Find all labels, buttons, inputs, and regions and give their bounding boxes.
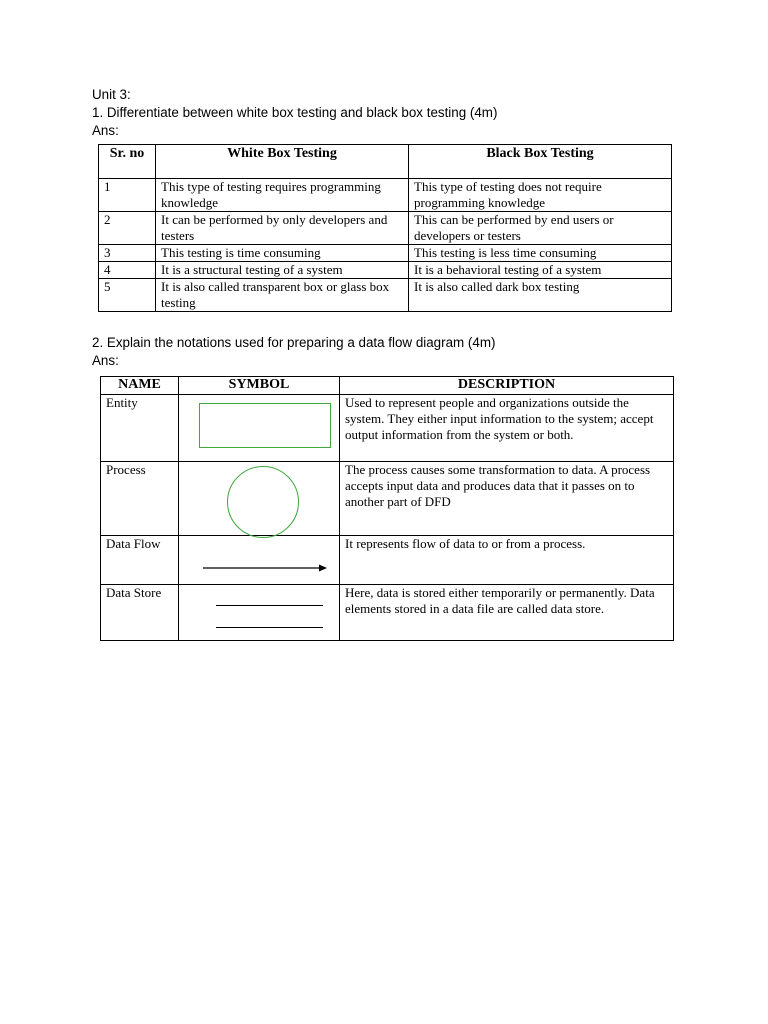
question-2: 2. Explain the notations used for preparing a data flow diagram (4m) — [92, 335, 496, 350]
header-sr-no: Sr. no — [99, 145, 156, 179]
cell-description: Used to represent people and organizations outside the system. They either input information to the system; accept output information from the system or both. — [340, 395, 674, 462]
arrow-right-icon — [203, 563, 327, 573]
cell-white-box: This testing is time consuming — [156, 245, 409, 262]
cell-sr: 2 — [99, 212, 156, 245]
cell-name: Entity — [101, 395, 179, 462]
table-row — [101, 536, 674, 585]
table-row — [99, 212, 672, 245]
cell-symbol — [179, 395, 340, 462]
comparison-table — [98, 144, 672, 312]
cell-white-box: It can be performed by only developers and testers — [156, 212, 409, 245]
table-header-row — [99, 145, 672, 179]
question-1: 1. Differentiate between white box testing and black box testing (4m) — [92, 105, 498, 120]
cell-description: The process causes some transformation to data. A process accepts input data and produces data that it passes on to another part of DFD — [340, 462, 674, 536]
table-row — [99, 245, 672, 262]
parallel-lines-icon — [216, 605, 323, 606]
cell-white-box: It is also called transparent box or glass box testing — [156, 279, 409, 312]
cell-black-box: This type of testing does not require programming knowledge — [409, 179, 672, 212]
cell-name: Data Flow — [101, 536, 179, 585]
answer-label-1: Ans: — [92, 123, 119, 138]
header-white-box: White Box Testing — [156, 145, 409, 179]
cell-symbol — [179, 536, 340, 585]
header-black-box: Black Box Testing — [409, 145, 672, 179]
answer-label-2: Ans: — [92, 353, 119, 368]
cell-white-box: This type of testing requires programming knowledge — [156, 179, 409, 212]
header-description: DESCRIPTION — [340, 377, 674, 395]
cell-sr: 3 — [99, 245, 156, 262]
dfd-notation-table — [100, 376, 674, 641]
header-name: NAME — [101, 377, 179, 395]
table-row — [99, 262, 672, 279]
table-header-row — [101, 377, 674, 395]
table-row — [99, 179, 672, 212]
cell-sr: 1 — [99, 179, 156, 212]
table-row — [101, 462, 674, 536]
cell-black-box: It is also called dark box testing — [409, 279, 672, 312]
header-symbol: SYMBOL — [179, 377, 340, 395]
table-row — [101, 395, 674, 462]
cell-black-box: This testing is less time consuming — [409, 245, 672, 262]
rectangle-icon — [199, 403, 331, 448]
table-row — [101, 585, 674, 641]
parallel-lines-icon — [216, 627, 323, 628]
circle-icon — [227, 466, 299, 538]
cell-black-box: It is a behavioral testing of a system — [409, 262, 672, 279]
unit-heading: Unit 3: — [92, 87, 131, 102]
cell-symbol — [179, 462, 340, 536]
cell-name: Process — [101, 462, 179, 536]
cell-sr: 5 — [99, 279, 156, 312]
cell-white-box: It is a structural testing of a system — [156, 262, 409, 279]
cell-description: It represents flow of data to or from a process. — [340, 536, 674, 585]
cell-black-box: This can be performed by end users or developers or testers — [409, 212, 672, 245]
cell-symbol — [179, 585, 340, 641]
cell-sr: 4 — [99, 262, 156, 279]
table-row — [99, 279, 672, 312]
cell-description: Here, data is stored either temporarily or permanently. Data elements stored in a data file are called data store. — [340, 585, 674, 641]
cell-name: Data Store — [101, 585, 179, 641]
